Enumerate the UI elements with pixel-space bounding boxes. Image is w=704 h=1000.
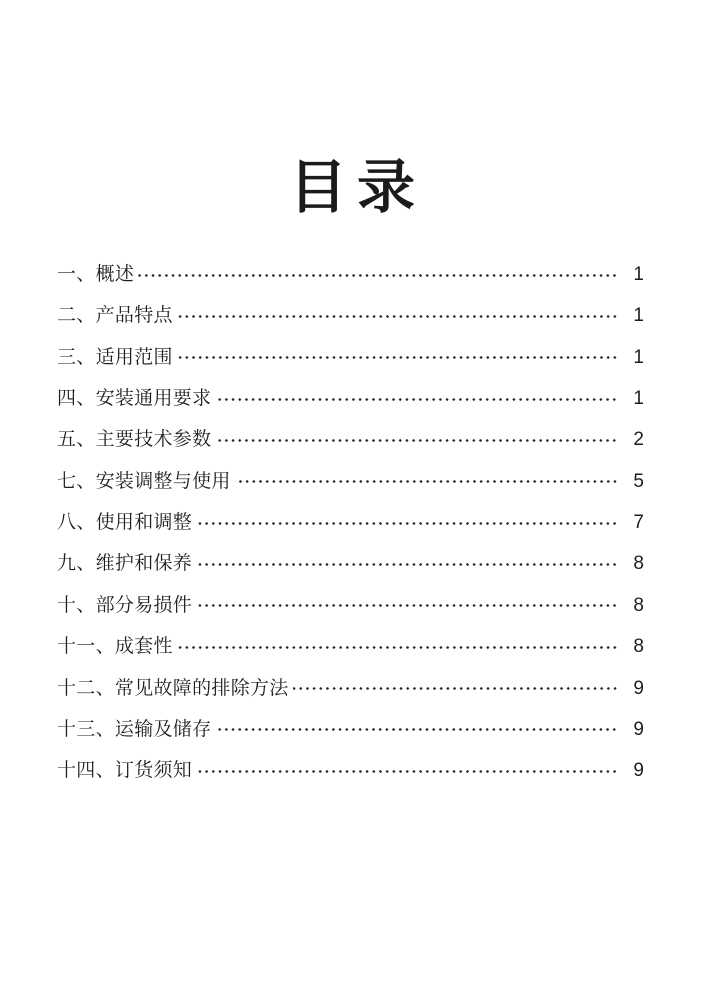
dot-leader [215,398,618,401]
toc-item-label: 七、安装调整与使用 [57,470,231,492]
toc-item-page-number: 1 [633,388,644,410]
toc-item-page-number: 9 [633,677,644,699]
toc-item-label: 九、维护和保养 [57,553,193,575]
toc-item [57,585,644,626]
toc-item-page-number: 8 [633,636,644,658]
toc-item-page-number: 5 [633,470,644,492]
toc-item-label: 五、主要技术参数 [57,429,212,451]
dot-leader [177,646,618,649]
toc-item [57,461,644,502]
toc-item [57,667,644,708]
toc-item-page-number: 1 [633,305,644,327]
toc-item-page-number: 7 [633,512,644,534]
dot-leader [138,274,618,277]
toc-item-label: 十、部分易损件 [57,594,193,616]
toc-item [57,750,644,791]
toc-item-page-number: 9 [633,760,644,782]
table-of-contents [0,254,704,791]
toc-item-label: 八、使用和调整 [57,512,193,534]
toc-item [57,254,644,295]
toc-item-page-number: 8 [633,553,644,575]
dot-leader [215,728,618,731]
dot-leader [196,522,618,525]
toc-item [57,709,644,750]
dot-leader [196,563,618,566]
toc-item-page-number: 2 [633,429,644,451]
dot-leader [196,604,618,607]
dot-leader [235,480,618,483]
toc-item-page-number: 1 [633,346,644,368]
toc-item-page-number: 8 [633,594,644,616]
toc-item-label: 三、适用范围 [57,346,173,368]
toc-item-label: 十一、成套性 [57,636,173,658]
toc-item [57,419,644,460]
toc-item-label: 二、产品特点 [57,305,173,327]
dot-leader [215,439,618,442]
toc-item-label: 四、安装通用要求 [57,388,212,410]
toc-item [57,502,644,543]
dot-leader [177,315,618,318]
toc-item-page-number: 9 [633,718,644,740]
dot-leader [196,770,618,773]
toc-item-label: 十三、运输及储存 [57,718,212,740]
toc-item-label: 十四、订货须知 [57,760,193,782]
toc-item [57,295,644,336]
toc-item-label: 十二、常见故障的排除方法 [57,677,289,699]
dot-leader [177,356,618,359]
toc-item-label: 一、概述 [57,264,135,286]
toc-item-page-number: 1 [633,264,644,286]
toc-item [57,378,644,419]
dot-leader [293,687,618,690]
toc-item [57,337,644,378]
toc-item [57,543,644,584]
page-title: 目录 [288,155,425,220]
toc-item [57,626,644,667]
